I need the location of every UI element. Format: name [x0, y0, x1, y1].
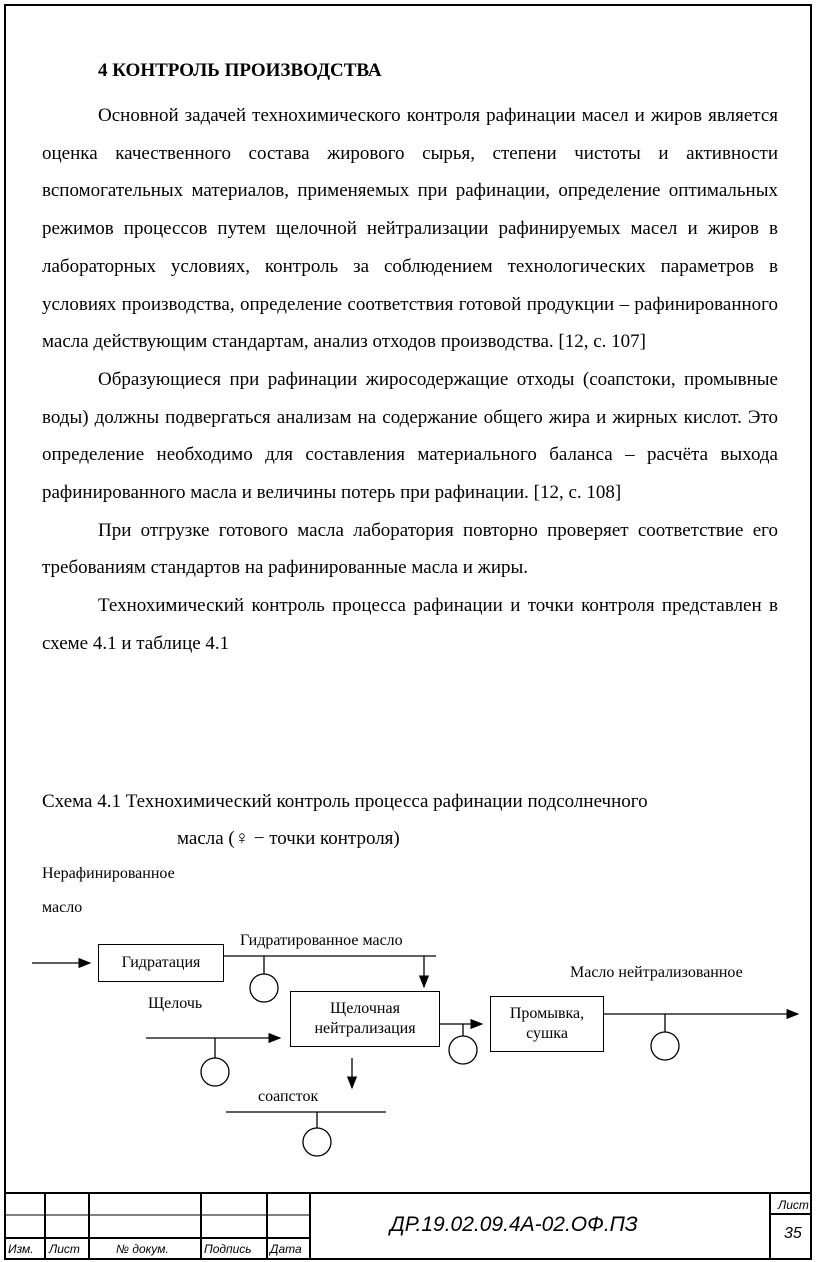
sheet-number: 35: [784, 1225, 802, 1242]
scheme-caption-legend: масла (♀ − точки контроля): [177, 828, 400, 849]
neutralization-box-line2: нейтрализация: [314, 1020, 416, 1037]
section-heading: 4 КОНТРОЛЬ ПРОИЗВОДСТВА: [98, 60, 382, 81]
hydrated-oil-label: Гидратированное масло: [240, 932, 403, 949]
neutralized-oil-label: Масло нейтрализованное: [570, 964, 743, 981]
alkali-label: Щелочь: [148, 995, 203, 1012]
stamp-izm: Изм.: [8, 1242, 34, 1256]
washing-box-line2: сушка: [526, 1025, 568, 1042]
paragraph-4: Технохимический контроль процесса рафинации и точки контроля представлен в схеме 4.1 и таблице 4.1: [42, 595, 778, 654]
document-code: ДР.19.02.09.4А-02.ОФ.ПЗ: [390, 1213, 638, 1236]
washing-box-line1: Промывка,: [509, 1005, 585, 1022]
scheme-caption: Схема 4.1 Технохимический контроль процесса рафинации подсолнечного: [42, 791, 648, 812]
paragraph-3: При отгрузке готового масла лаборатория повторно проверяет соответствие его требованиям стандартов на рафинированные масла и жиры.: [42, 519, 778, 579]
neutralization-box-line1: Щелочная: [330, 1000, 400, 1017]
stamp-sign: Подпись: [204, 1242, 252, 1256]
stamp-doc-no: № докум.: [116, 1242, 169, 1256]
input-label: Нерафинированное: [42, 865, 175, 882]
sheet-label: Лист: [778, 1198, 809, 1212]
hydration-box-label: Гидратация: [121, 954, 201, 971]
input-label-2: масло: [42, 899, 83, 916]
stamp-date: Дата: [270, 1242, 302, 1256]
stamp-list: Лист: [49, 1242, 80, 1256]
soapstock-label: соапсток: [258, 1088, 319, 1105]
paragraph-2: Образующиеся при рафинации жиросодержащие отходы (соапстоки, промывные воды) должны подвергаться анализам на содержание общего жира и жирных кислот. Это определение необходимо для составления материального баланса – расчёта выхода рафинированного масла и величины потерь при рафинации. [12, с. 108]: [42, 368, 778, 504]
paragraph-1: Основной задачей технохимического контроля рафинации масел и жиров является оценка качественного состава жирового сырья, степени чистоты и активности вспомогательных материалов, применяемых при рафинации, определение оптимальных режимов процессов путем щелочной нейтрализации рафинируемых масел и жиров в лабораторных условиях, контроль за соблюдением технологических параметров в условиях производства, определение соответствия готовой продукции – рафинированного масла действующим стандартам, анализ отходов производства. [12, с. 107]: [42, 105, 778, 353]
